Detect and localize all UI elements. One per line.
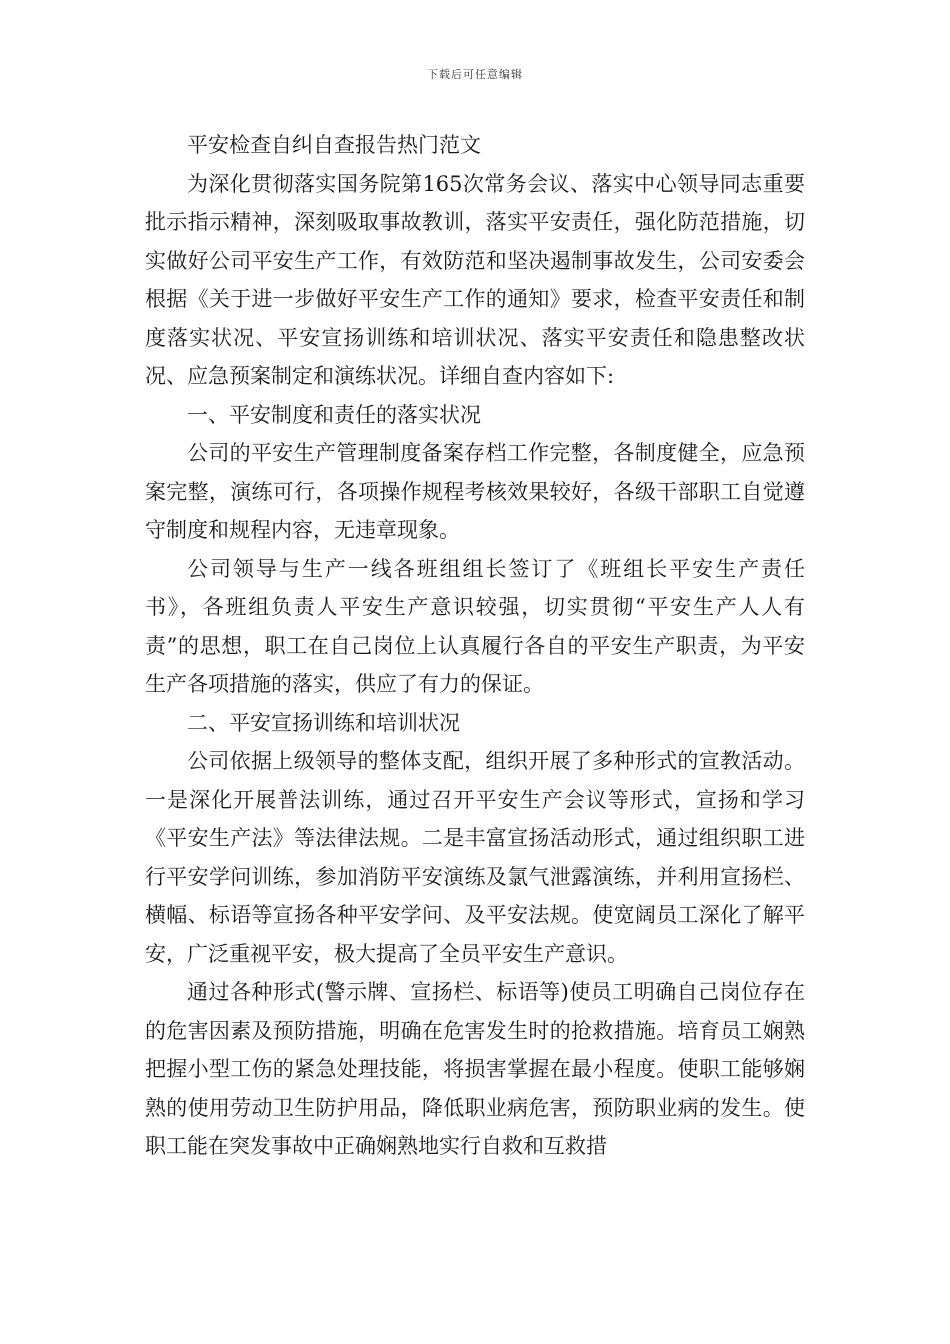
page-header-note: 下载后可任意编辑 [427, 68, 523, 81]
paragraph: 公司依据上级领导的整体支配，组织开展了多种形式的宣教活动。一是深化开展普法训练，通过召开平安生产会议等形式，宣扬和学习《平安生产法》等法律法规。二是丰富宣扬活动形式，通过组织职工进行平安学问训练，参加消防平安演练及氯气泄露演练，并利用宣扬栏、横幅、标语等宣扬各种平安学问、及平安法规。使宽阔员工深化了解平安，广泛重视平安，极大提高了全员平安生产意识。 [145, 749, 805, 966]
document-title: 平安检查自纠自查报告热门范文 [187, 133, 481, 157]
paragraph-intro: 为深化贯彻落实国务院第165次常务会议、落实中心领导同志重要批示指示精神，深刻吸取事故教训，落实平安责任，强化防范措施，切实做好公司平安生产工作，有效防范和坚决遏制事故发生，公司安委会根据《关于进一步做好平安生产工作的通知》要求，检查平安责任和制度落实状况、平安宣扬训练和培训状况、落实平安责任和隐患整改状况、应急预案制定和演练状况。详细自查内容如下: [145, 171, 805, 388]
paragraph: 通过各种形式(警示牌、宣扬栏、标语等)使员工明确自己岗位存在的危害因素及预防措施，明确在危害发生时的抢救措施。培育员工娴熟把握小型工伤的紧急处理技能，将损害掌握在最小程度。使职工能够娴熟的使用劳动卫生防护用品，降低职业病危害，预防职业病的发生。使职工能在突发事故中正确娴熟地实行自救和互救措 [145, 980, 805, 1158]
section-heading-1: 一、平安制度和责任的落实状况 [187, 402, 481, 427]
document-body [145, 126, 805, 1166]
paragraph: 公司的平安生产管理制度备案存档工作完整，各制度健全，应急预案完整，演练可行，各项操作规程考核效果较好，各级干部职工自觉遵守制度和规程内容，无违章现象。 [145, 441, 805, 542]
paragraph: 公司领导与生产一线各班组组长签订了《班组长平安生产责任书》，各班组负责人平安生产意识较强，切实贯彻“平安生产人人有责”的思想，职工在自己岗位上认真履行各自的平安生产职责，为平安生产各项措施的落实，供应了有力的保证。 [145, 556, 805, 696]
section-heading-2: 二、平安宣扬训练和培训状况 [187, 710, 460, 735]
